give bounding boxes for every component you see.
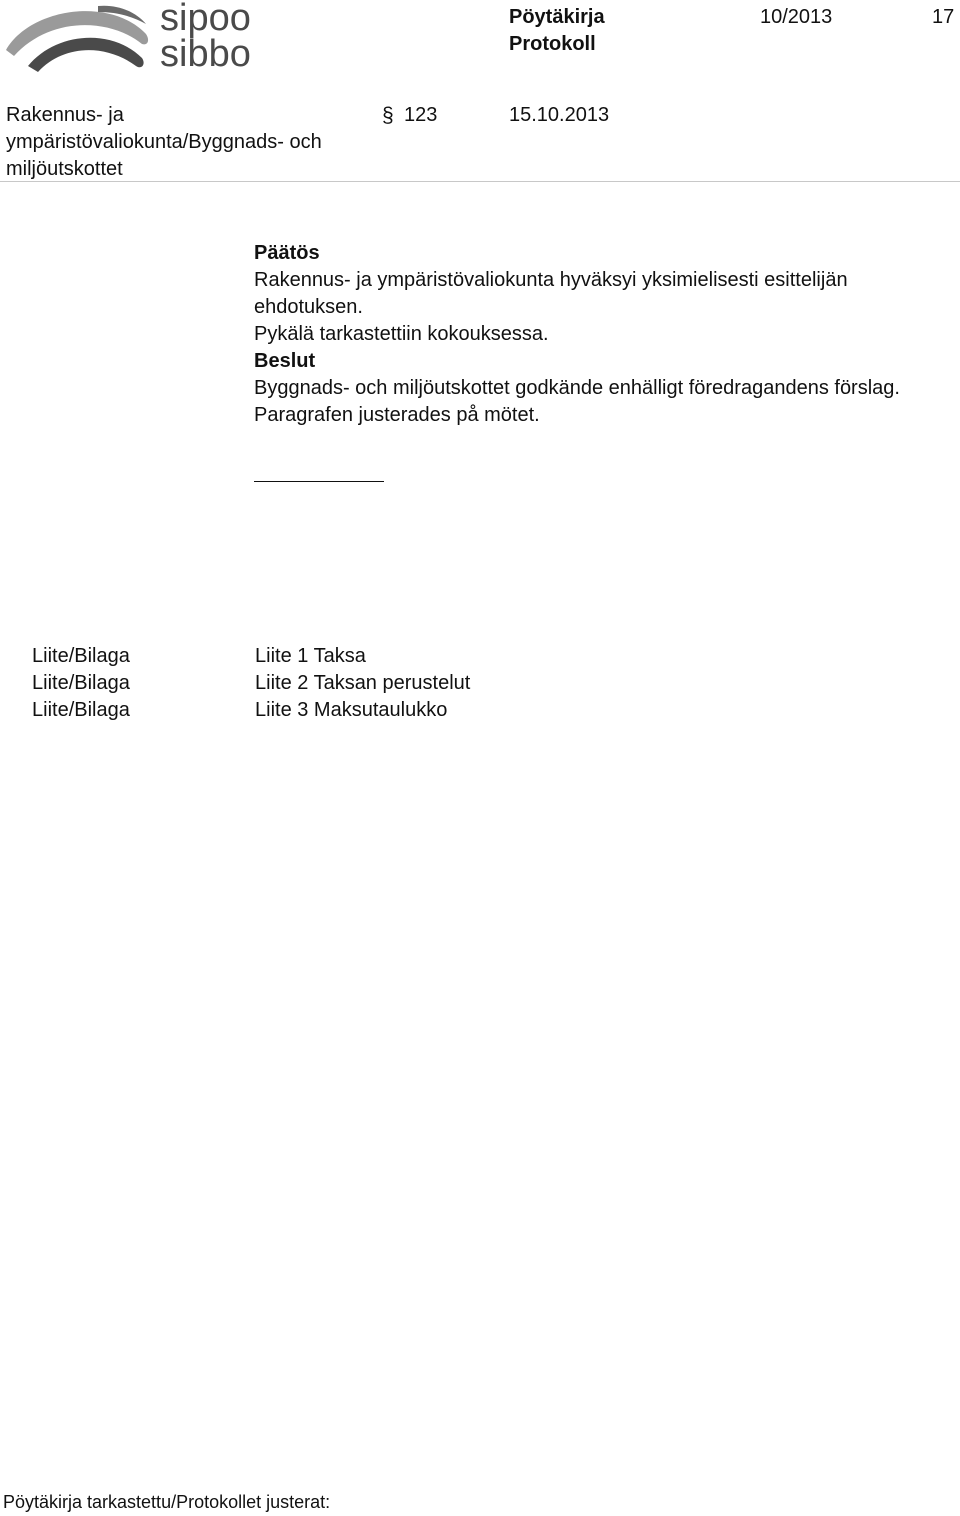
document-number: 10/2013	[760, 6, 833, 28]
decision-text-fi: Rakennus- ja ympäristövaliokunta hyväksyi yksimielisesti esittelijän ehdotuksen.	[254, 269, 848, 318]
section-sign: §	[382, 104, 394, 127]
decision-heading-sv: Beslut	[254, 350, 316, 372]
decision-text-sv: Byggnads- och miljöutskottet godkände enhälligt föredragandens förslag.	[254, 377, 900, 399]
attachment-label: Liite/Bilaga	[32, 699, 130, 721]
committee-line: Rakennus- ja	[6, 104, 124, 126]
header-divider	[0, 181, 960, 182]
municipality-logo-text	[160, 0, 251, 75]
document-type-fi: Pöytäkirja	[509, 6, 605, 28]
document-type	[509, 4, 605, 58]
decision-section	[254, 240, 954, 429]
attachment-title: Liite 2 Taksan perustelut	[255, 672, 471, 694]
attachment-title: Liite 3 Maksutaulukko	[255, 699, 448, 721]
verification-text-sv: Paragrafen justerades på mötet.	[254, 404, 540, 426]
meeting-date: 15.10.2013	[509, 104, 610, 126]
document-type-sv: Protokoll	[509, 33, 596, 55]
municipality-logo-icon	[0, 0, 160, 76]
committee-line: miljöutskottet	[6, 158, 123, 180]
footer-verification-note: Pöytäkirja tarkastettu/Protokollet justerat:	[3, 1492, 331, 1512]
committee-name	[6, 102, 396, 183]
verification-text-fi: Pykälä tarkastettiin kokouksessa.	[254, 323, 549, 345]
section-end-divider	[254, 481, 384, 482]
decision-heading-fi: Päätös	[254, 242, 320, 264]
logo-line-sv: sibbo	[160, 33, 251, 75]
section-number: 123	[404, 104, 438, 126]
committee-line: ympäristövaliokunta/Byggnads- och	[6, 131, 322, 153]
logo-line-fi: sipoo	[160, 0, 251, 39]
attachment-label: Liite/Bilaga	[32, 672, 130, 694]
attachment-title: Liite 1 Taksa	[255, 645, 366, 667]
attachment-titles	[255, 643, 470, 724]
attachment-labels	[32, 643, 130, 724]
attachment-label: Liite/Bilaga	[32, 645, 130, 667]
page-number: 17	[932, 6, 955, 28]
